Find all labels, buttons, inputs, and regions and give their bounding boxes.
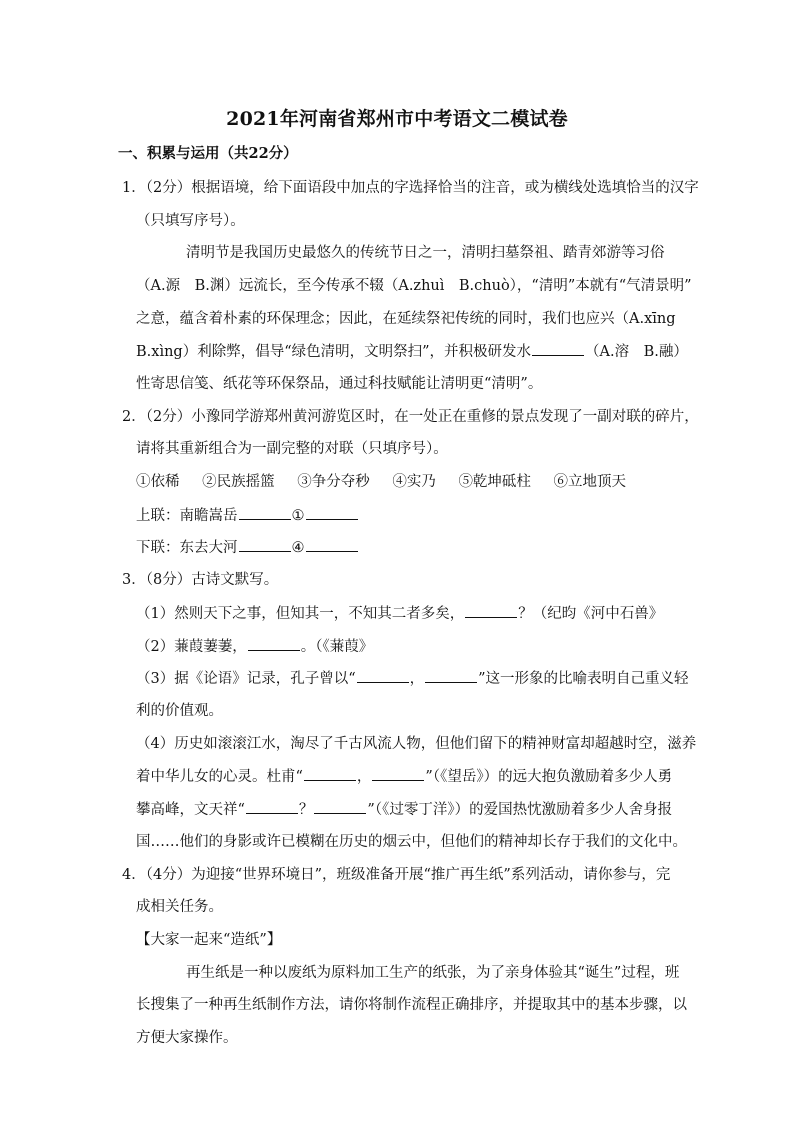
upper-label: 上联：南瞻嵩岳	[136, 508, 238, 524]
q3-item-3-comma: ，	[409, 671, 425, 687]
q2-line-2: 请将其重新组合为一副完整的对联（只填序号）。	[136, 441, 448, 457]
q3-item-4-text: 着中华儿女的心灵。杜甫“	[136, 769, 303, 785]
q3-item-3-rest: ”这一形象的比喻表明自己重义轻	[478, 671, 689, 687]
q3-item-4-question: ？	[298, 802, 314, 818]
lower-label: 下联：东去大河	[136, 540, 238, 556]
q3-item-2-text: （2）蒹葭萋萋，	[136, 639, 247, 655]
q3-item-4-comma: ，	[356, 769, 372, 785]
q3-item-4-rest: ”（《望岳》）的远大抱负激励着多少人勇	[425, 769, 673, 785]
q2-option: ②民族摇篮	[202, 474, 275, 490]
q3-line-1: 3．（8分）古诗文默写。	[122, 572, 279, 588]
q1-line-6-options: （A.溶 B.融）	[585, 344, 688, 360]
q4-paragraph-line-3: 方便大家操作。	[136, 1030, 238, 1046]
q3-item-1-text: （1）然则天下之事，但知其一，不知其二者多矣，	[136, 606, 465, 622]
q3-item-3-cont: 利的价值观。	[136, 703, 223, 719]
q4-paragraph-line-2: 长搜集了一种再生纸制作方法，请你将制作流程正确排序，并提取其中的基本步骤，以	[136, 997, 687, 1013]
q1-line-7: 性寄思信笺、纸花等环保祭品，通过科技赋能让清明更“清明”。	[136, 376, 543, 392]
q2-line-1: 2．（2分）小豫同学游郑州黄河游览区时，在一处正在重修的景点发现了一副对联的碎片，	[122, 409, 699, 425]
answer-blank[interactable]	[465, 603, 517, 618]
answer-blank[interactable]	[304, 766, 356, 781]
q1-line-6-text: B.xìng）利除弊，倡导“绿色清明，文明祭扫”，并积极研发水	[136, 344, 532, 360]
q4-subheading: 【大家一起来“造纸”】	[136, 932, 282, 948]
section-heading: 一、积累与运用（共22分）	[118, 145, 298, 162]
q1-line-1: 1．（2分）根据语境，给下面语段中加点的字选择恰当的注音，或为横线处选填恰当的汉字	[122, 180, 699, 196]
q3-item-4: （4）历史如滚滚江水，淘尽了千古风流人物，但他们留下的精神财富却超越时空，滋养	[136, 736, 697, 752]
answer-blank[interactable]	[425, 668, 477, 683]
q4-line-2: 成相关任务。	[136, 899, 223, 915]
answer-blank[interactable]	[246, 799, 298, 814]
q2-upper-couplet	[136, 505, 359, 526]
q1-line-6	[136, 341, 688, 362]
q2-option: ①依稀	[136, 474, 180, 490]
q3-item-4-line-3	[136, 799, 672, 820]
answer-blank[interactable]	[306, 537, 358, 552]
q1-line-3: 清明节是我国历史最悠久的传统节日之一，清明扫墓祭祖、踏青郊游等习俗	[186, 245, 665, 261]
answer-blank[interactable]	[239, 505, 291, 520]
upper-mark: ①	[291, 508, 305, 524]
q3-item-4-text-2: 攀高峰，文天祥“	[136, 802, 245, 818]
answer-blank[interactable]	[314, 799, 366, 814]
q2-option: ⑥立地顶天	[553, 474, 627, 490]
q2-option: ③争分夺秒	[297, 474, 370, 490]
answer-blank[interactable]	[357, 668, 409, 683]
q2-lower-couplet	[136, 537, 359, 558]
q2-options	[136, 472, 644, 492]
page-title: 2021年河南省郑州市中考语文二模试卷	[226, 108, 568, 130]
q2-option: ④实乃	[392, 474, 436, 490]
q1-line-2: （只填写序号）。	[136, 213, 245, 229]
q4-paragraph-line-1: 再生纸是一种以废纸为原料加工生产的纸张，为了亲身体验其“诞生”过程，班	[186, 965, 680, 981]
lower-mark: ④	[291, 540, 305, 556]
q3-item-2-source: 。（《蒹葭》	[300, 639, 374, 655]
q3-item-1	[136, 603, 663, 624]
q3-item-2	[136, 636, 373, 657]
q3-item-4-rest-2: ”（《过零丁洋》）的爱国热忱激励着多少人舍身报	[367, 802, 673, 818]
answer-blank[interactable]	[306, 505, 358, 520]
q1-line-4: （A.源 B.渊）远流长，至今传承不辍（A.zhuì B.chuò），“清明”本就有“气清景明”	[136, 278, 692, 294]
answer-blank[interactable]	[372, 766, 424, 781]
q1-line-5: 之意，蕴含着朴素的环保理念；因此，在延续祭祀传统的同时，我们也应兴（A.xīng	[136, 311, 676, 327]
q4-line-1: 4．（4分）为迎接“世界环境日”，班级准备开展“推广再生纸”系列活动，请你参与，完	[122, 867, 671, 883]
q3-item-1-source: ？（纪昀《河中石兽》	[518, 606, 664, 622]
q3-item-3	[136, 668, 689, 689]
q2-option: ⑤乾坤砥柱	[458, 474, 531, 490]
answer-blank[interactable]	[248, 636, 300, 651]
answer-blank[interactable]	[532, 341, 584, 356]
answer-blank[interactable]	[239, 537, 291, 552]
q3-item-4-line-4: 国……他们的身影或许已模糊在历史的烟云中，但他们的精神却长存于我们的文化中。	[136, 834, 687, 850]
q3-item-3-text: （3）据《论语》记录，孔子曾以“	[136, 671, 356, 687]
q3-item-4-line-2	[136, 766, 672, 787]
